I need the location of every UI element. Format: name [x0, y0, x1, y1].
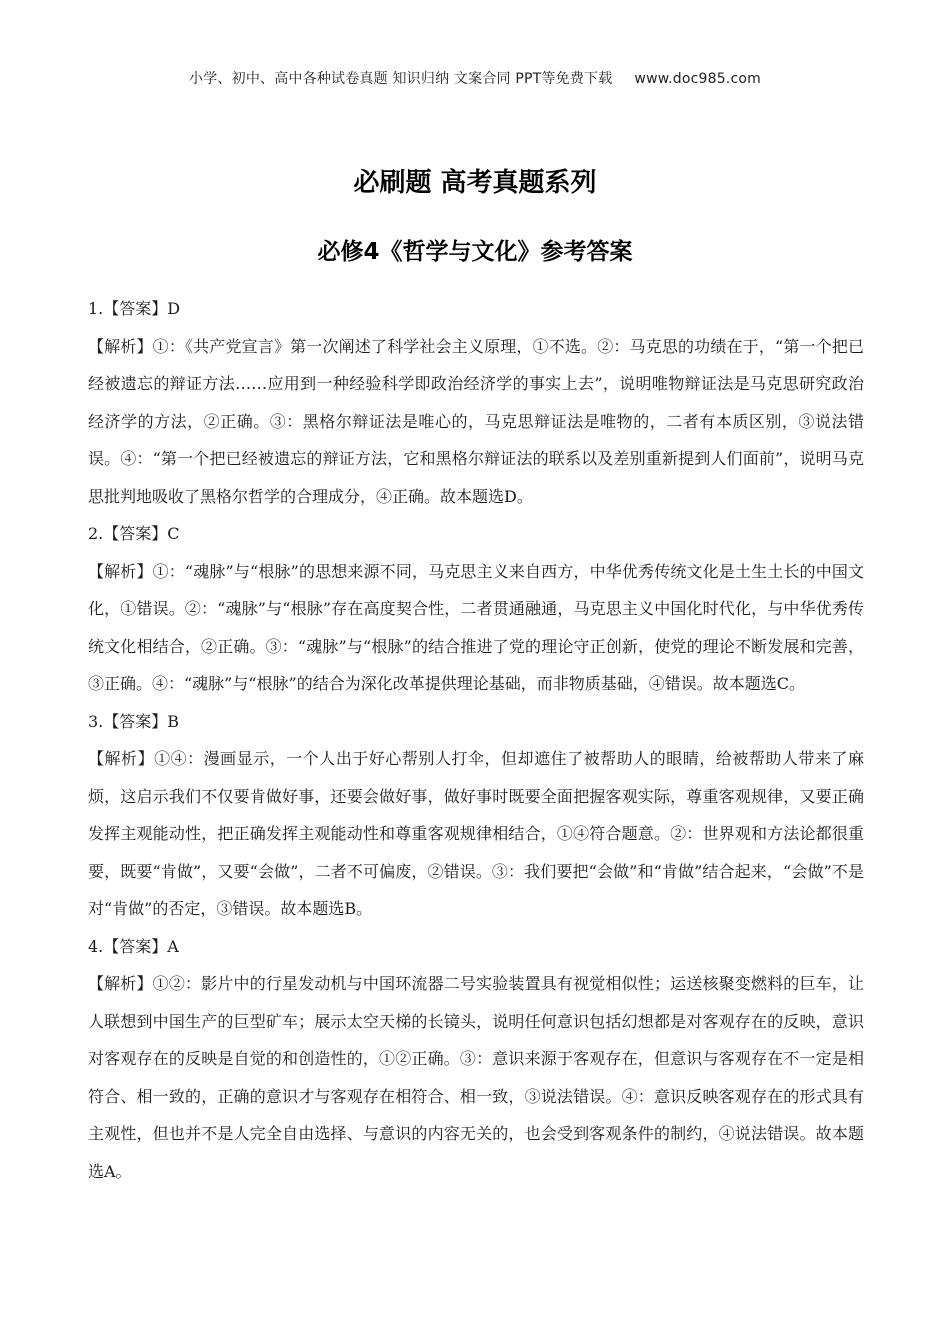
page-header — [0, 68, 950, 88]
answer-line-3: 3.【答案】B — [88, 711, 180, 731]
header-text: 小学、初中、高中各种试卷真题 知识归纳 文案合同 PPT等免费下载 — [189, 71, 613, 87]
header-site-link[interactable]: www.doc985.com — [634, 71, 761, 87]
answer-line-1: 1.【答案】D — [88, 299, 181, 318]
analysis-paragraph-2: 【解析】①：“魂脉”与“根脉”的思想来源不同，马克思主义来自西方，中华优秀传统文化是土生土长的中国文化，①错误。②：“魂脉”与“根脉”存在高度契合性，二者贯通融通，马克思主义中国化时代化，与中华优秀传统文化相结合，②正确。③：“魂脉”与“根脉”的结合推进了党的理论守正创新，使党的理论不断发展和完善，③正确。④：“魂脉”与“根脉”的结合为深化改革提供理论基础，而非物质基础，④错误。故本题选C。 — [88, 561, 864, 693]
analysis-paragraph-1: 【解析】①：《共产党宣言》第一次阐述了科学社会主义原理，①不选。②：马克思的功绩在于，“第一个把已经被遗忘的辩证方法……应用到一种经验科学即政治经济学的事实上去”，说明唯物辩证法是马克思研究政治经济学的方法，②正确。③：黑格尔辩证法是唯心的，马克思辩证法是唯物的，二者有本质区别，③说法错误。④：“第一个把已经被遗忘的辩证方法，它和黑格尔辩证法的联系以及差别重新提到人们面前”，说明马克思批判地吸收了黑格尔哲学的合理成分，④正确。故本题选D。 — [88, 336, 864, 506]
answer-line-4: 4.【答案】A — [88, 936, 179, 956]
document-subtitle: 必修4《哲学与文化》参考答案 — [317, 239, 633, 265]
analysis-paragraph-3: 【解析】①④：漫画显示，一个人出于好心帮别人打伞，但却遮住了被帮助人的眼睛，给被帮助人带来了麻烦，这启示我们不仅要肯做好事，还要会做好事，做好事时既要全面把握客观实际，尊重客观规律，又要正确发挥主观能动性，把正确发挥主观能动性和尊重客观规律相结合，①④符合题意。②：世界观和方法论都很重要，既要“肯做”，又要“会做”，二者不可偏废，②错误。③：我们要把“会做”和“肯做”结合起来，“会做”不是对“肯做”的否定，③错误。故本题选B。 — [88, 749, 864, 918]
document-title: 必刷题 高考真题系列 — [353, 168, 597, 198]
answer-content — [88, 290, 864, 1190]
analysis-paragraph-4: 【解析】①②：影片中的行星发动机与中国环流器二号实验装置具有视觉相似性；运送核聚变燃料的巨车，让人联想到中国生产的巨型矿车；展示太空天梯的长镜头，说明任何意识包括幻想都是对客观存在的反映，意识对客观存在的反映是自觉的和创造性的，①②正确。③：意识来源于客观存在，但意识与客观存在不一定是相符合、相一致的，正确的意识才与客观存在相符合、相一致，③说法错误。④：意识反映客观存在的形式具有主观性，但也并不是人完全自由选择、与意识的内容无关的，也会受到客观条件的制约，④说法错误。故本题选A。 — [88, 974, 864, 1181]
answer-line-2: 2.【答案】C — [88, 524, 180, 543]
